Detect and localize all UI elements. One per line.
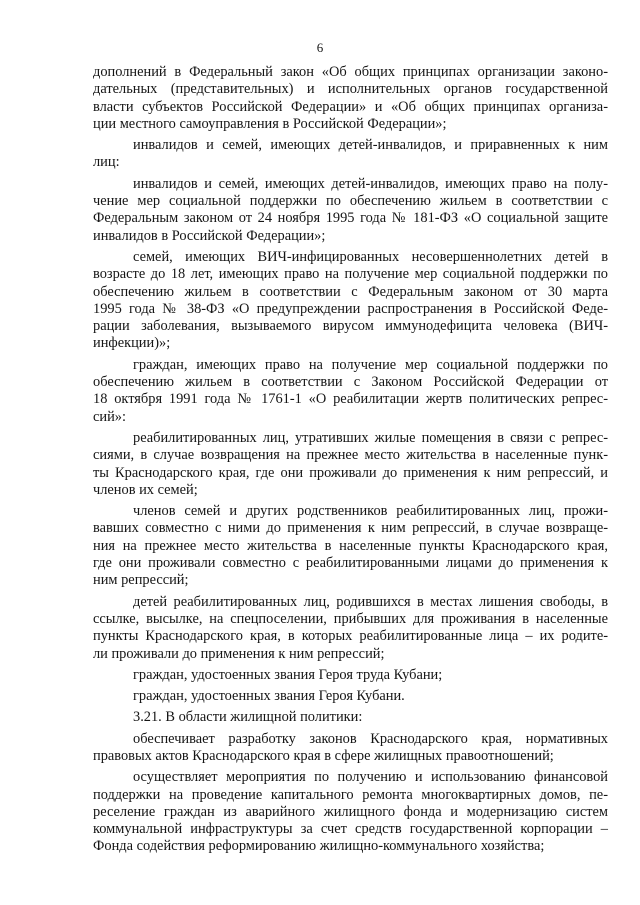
paragraph: [93, 594, 608, 663]
text-line: 3.21. В области жилищной политики:: [133, 709, 363, 726]
text-line: Федеральным законом от 24 ноября 1995 года № 181-ФЗ «О социальной защите: [93, 210, 608, 227]
text-line: вавших совместно с ними до применения к ним репрессий, в случае возвраще-: [93, 520, 608, 537]
text-line: инфекции)»;: [93, 335, 171, 352]
text-line: инвалидов и семей, имеющих детей-инвалидов, и приравненных к ним: [133, 137, 608, 154]
text-line: детей реабилитированных лиц, родившихся в местах лишения свободы, в: [133, 593, 608, 610]
text-line: членов их семей;: [93, 481, 198, 498]
text-line: ли проживали до применения к ним репрессий;: [93, 645, 385, 662]
text-line: сий»:: [93, 408, 126, 425]
paragraph: [93, 688, 608, 705]
text-line: рации заболевания, вызываемого вирусом иммунодефицита человека (ВИЧ-: [93, 318, 608, 335]
paragraph: [93, 503, 608, 589]
text-line: ним репрессий;: [93, 572, 189, 589]
document-body: [93, 64, 608, 860]
text-line: возрасте до 18 лет, имеющих право на получение мер социальной поддержки по: [93, 266, 608, 283]
paragraph: [93, 731, 608, 766]
text-line: инвалидов и семей, имеющих детей-инвалидов, имеющих право на полу-: [133, 175, 608, 192]
text-line: 18 октября 1991 года № 1761-1 «О реабилитации жертв политических репрес-: [93, 391, 608, 408]
paragraph: [93, 137, 608, 172]
text-line: осуществляет мероприятия по получению и использованию финансовой: [133, 769, 608, 786]
text-line: власти субъектов Российской Федерации» и «Об общих принципах организа-: [93, 98, 608, 115]
paragraph: [93, 357, 608, 426]
text-line: ния на прежнее место жительства в населенные пункты Краснодарского края,: [93, 537, 608, 554]
text-line: инвалидов в Российской Федерации»;: [93, 227, 326, 244]
text-line: правовых актов Краснодарского края в сфере жилищных правоотношений;: [93, 747, 554, 764]
text-line: коммунальной инфраструктуры за счет средств государственной корпорации –: [93, 821, 608, 838]
text-line: Фонда содействия реформированию жилищно-коммунального хозяйства;: [93, 838, 545, 855]
text-line: граждан, удостоенных звания Героя Кубани.: [133, 688, 405, 705]
text-line: обеспечению жильем в соответствии с Законом Российской Федерации от: [93, 374, 608, 391]
text-line: семей, имеющих ВИЧ-инфицированных несовершеннолетних детей в: [133, 248, 608, 265]
text-line: ции местного самоуправления в Российской Федерации»;: [93, 115, 447, 132]
text-line: граждан, удостоенных звания Героя труда Кубани;: [133, 666, 443, 683]
text-line: обеспечивает разработку законов Краснодарского края, нормативных: [133, 730, 608, 747]
text-line: поддержки на проведение капитального ремонта многоквартирных домов, пе-: [93, 786, 608, 803]
paragraph: [93, 249, 608, 353]
paragraph: [93, 709, 608, 726]
paragraph: [93, 769, 608, 855]
paragraph: [93, 430, 608, 499]
text-line: 1995 года № 38-ФЗ «О предупреждении распространения в Российской Феде-: [93, 300, 608, 317]
text-line: членов семей и других родственников реабилитированных лиц, прожи-: [133, 503, 608, 520]
paragraph: [93, 176, 608, 245]
page-number: 6: [316, 40, 324, 55]
text-line: реселение граждан из аварийного жилищного фонда и модернизацию систем: [93, 803, 608, 820]
text-line: граждан, имеющих право на получение мер социальной поддержки по: [133, 356, 608, 373]
text-line: реабилитированных лиц, утративших жилые помещения в связи с репрес-: [133, 429, 608, 446]
text-line: ты Краснодарского края, где они проживали до применения к ним репрессий, и: [93, 464, 608, 481]
paragraph: [93, 667, 608, 684]
text-line: обеспечению жильем в соответствии с Федеральным законом от 30 марта: [93, 283, 608, 300]
text-line: чение мер социальной поддержки по обеспечению жильем в соответствии с: [93, 193, 608, 210]
text-line: сиями, в случае возвращения на прежнее место жительства в населенные пунк-: [93, 447, 608, 464]
text-line: ссылке, высылке, на спецпоселении, прибывших для проживания в населенные: [93, 610, 608, 627]
text-line: лиц:: [93, 154, 120, 171]
paragraph: [93, 64, 608, 133]
text-line: где они проживали совместно с реабилитированными лицами до применения к: [93, 555, 608, 572]
text-line: пункты Краснодарского края, в которых реабилитированные лица – их родите-: [93, 628, 608, 645]
text-line: дательных (представительных) и исполнительных органов государственной: [93, 81, 608, 98]
text-line: дополнений в Федеральный закон «Об общих принципах организации законо-: [93, 64, 608, 80]
